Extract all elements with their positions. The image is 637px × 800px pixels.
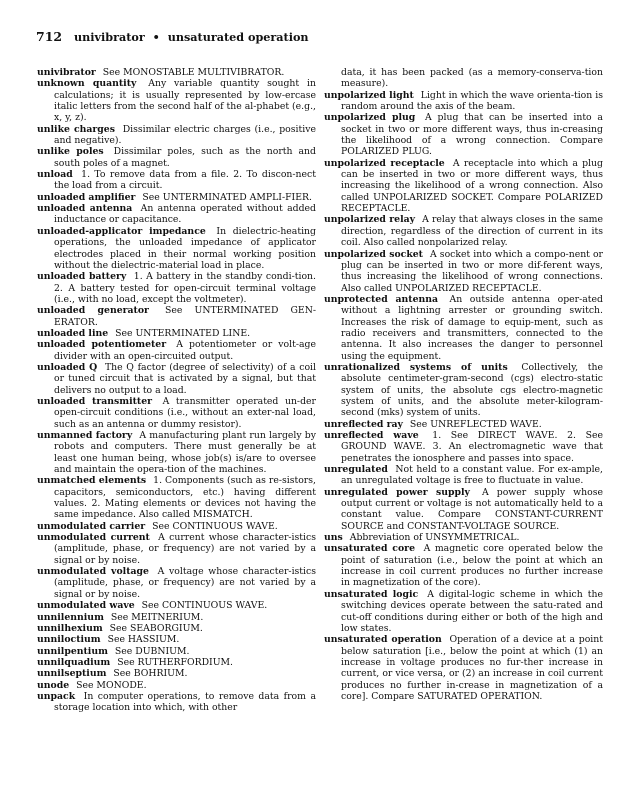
glossary-entry [37,339,316,362]
glossary-entry [37,430,316,475]
glossary-entry [324,634,603,702]
page-header [36,29,596,44]
glossary-entry [37,691,316,714]
entry-term: unloaded line [37,327,109,339]
entry-term: unnilquadium [37,656,111,668]
entry-term: unloaded antenna [37,203,133,215]
glossary-entry [37,634,316,645]
entry-definition: See UNTERMINATED LINE. [115,327,251,339]
glossary-entry [324,294,603,362]
continued-definition: data, it has been packed (as a memory-conserva-tion measure). [341,67,603,90]
entry-term: unnilennium [37,611,104,623]
glossary-entry [37,328,316,339]
entry-term: unloaded potentiometer [37,339,167,351]
entry-definition: See MEITNERIUM. [110,611,204,623]
glossary-entry [324,589,603,634]
entry-term: unsaturated operation [324,634,442,646]
entry-definition: Any variable quantity sought in calculations; it is usually represented by low-ercase italic letters from the second half of the al-phabet (e.g., x, y, z). [54,78,316,124]
glossary-entry [37,600,316,611]
glossary-entry [37,169,316,192]
glossary-entry [324,362,603,419]
entry-term: unnilseptium [37,668,107,680]
glossary-entry [324,430,603,464]
entry-term: unreflected wave [324,430,419,441]
entry-term: unknown quantity [37,78,137,90]
entry-term: unmodulated current [37,532,150,544]
entry-definition: Operation of a device at a point below saturation [i.e., below the point at which (1) an increase in voltage produces no fur-ther increase in current, or vice versa, or (2) an increase in coil current produces no further in-crease in magnetization of a core]. Compare SATURATED OPERATION. [341,634,603,702]
entry-definition: A magnetic core operated below the point of saturation (i.e., below the point at which an increase in coil current produces no further increase in magnetization of the core). [341,543,603,589]
left-column [37,67,316,714]
entry-definition: Dissimilar electric charges (i.e., positive and negative). [54,123,316,147]
entry-term: unmodulated carrier [37,520,146,532]
left-guide-word: univibrator [74,30,145,44]
glossary-entry [324,214,603,248]
entry-definition: Collectively, the absolute centimeter-gram-second (cgs) electro-static system of units, the absolute cgs electro-magnetic system of units, and the absolute meter-kilogram-second (mks) system of units. [341,361,603,419]
entry-definition: 1. To remove data from a file. 2. To discon-nect the load from a circuit. [54,169,316,192]
entry-term: unpolarized receptacle [324,157,445,169]
entry-definition: Light in which the wave orienta-tion is random around the axis of the beam. [341,89,603,113]
entry-definition: Dissimilar poles, such as the north and south poles of a magnet. [54,146,316,169]
glossary-entry [37,67,316,78]
glossary-entry [37,623,316,634]
entry-term: unlike charges [37,123,115,135]
entry-term: unpolarized light [324,89,414,101]
glossary-entry [37,521,316,532]
glossary-entry [324,487,603,532]
glossary-entry [324,543,603,588]
entry-term: unmanned factory [37,430,133,441]
glossary-entry [37,192,316,203]
entry-definition: A current whose character-istics (amplitude, phase, or frequency) are not varied by a signal or by noise. [54,532,316,566]
entry-term: unrationalized systems of units [324,361,508,373]
glossary-entry [324,464,603,487]
right-column [324,67,603,702]
glossary-entry [37,612,316,623]
entry-term: unloaded battery [37,271,127,283]
glossary-entry [37,646,316,657]
entry-definition: See MONOSTABLE MULTIVIBRATOR. [102,67,285,78]
entry-term: uns [324,532,343,544]
entry-term: unmatched elements [37,475,147,487]
entry-definition: A power supply whose output current or voltage is not automatically held to a constant value. Compare CONSTANT-CURRENT SOURCE and CONSTANT-VOLTAGE SOURCE. [341,486,603,532]
entry-definition: See MONODE. [76,679,147,691]
glossary-entry [37,78,316,123]
entry-term: unpolarized plug [324,112,416,124]
glossary-entry [37,271,316,305]
entry-definition: A digital-logic scheme in which the switching devices operate between the satu-rated and cut-off conditions during either or both of the high and low states. [341,588,603,634]
entry-term: unloaded Q [37,361,98,373]
entry-definition: See SEABORGIUM. [109,622,203,634]
entry-definition: See CONTINUOUS WAVE. [152,520,278,532]
entry-definition: In dielectric-heating operations, the unloaded impedance of applicator electrodes placed in their normal working position without the dielectric-material load in place. [54,225,316,271]
entry-definition: See DUBNIUM. [114,645,190,657]
glossary-entry [37,396,316,430]
entry-term: unode [37,679,70,691]
entry-definition: A relay that always closes in the same direction, regardless of the direction of current in its coil. Also called nonpolarized relay. [341,214,603,249]
entry-definition: An antenna operated without added inductance or capacitance. [54,203,316,226]
entry-term: unloaded generator [37,305,149,317]
entry-term: unloaded-applicator impedance [37,225,206,237]
glossary-entry [37,226,316,271]
glossary-entry [37,532,316,566]
entry-definition: 1. A battery in the standby condi-tion. 2. A battery tested for open-circuit terminal voltage (i.e., with no load, except the voltmeter). [54,271,316,305]
glossary-entry [324,249,603,294]
entry-term: unloaded amplifier [37,191,136,203]
entry-term: unregulated [324,464,388,476]
glossary-entry [324,90,603,113]
entry-definition: See UNTERMINATED AMPLI-FIER. [142,191,312,203]
entry-definition: See RUTHERFORDIUM. [117,656,234,668]
entry-definition: In computer operations, to remove data from a storage location into which, with other [54,690,316,714]
entry-definition: A manufacturing plant run largely by robots and computers. There must generally be at least one human being, whose job(s) is/are to oversee and maintain the opera-tion of the machines. [54,430,317,476]
glossary-entry [37,305,316,328]
entry-term: unnilpentium [37,645,108,657]
entry-term: univibrator [37,67,96,78]
entry-definition: Abbreviation of UNSYMMETRICAL. [349,532,520,544]
entry-term: unreflected ray [324,418,403,430]
entry-term: unpolarized relay [324,214,416,226]
entry-term: unniloctium [37,634,101,646]
entry-definition: A receptacle into which a plug can be inserted in two or more different ways, thus increasing the likelihood of a wrong connection. Also called UNPOLARIZED SOCKET. Compare POLARIZED RECEPTACLE. [341,157,603,215]
glossary-entry [324,158,603,215]
entry-term: unpolarized socket [324,248,423,260]
entry-term: unpack [37,690,76,702]
entry-definition: A potentiometer or volt-age divider with an open-circuited output. [54,339,316,362]
entry-definition: 1. Components (such as re-sistors, capacitors, semiconductors, etc.) having different values. 2. Mating elements or devices not having the same impedance. Also called MISMATCH. [54,475,316,521]
guide-separator: • [152,30,160,44]
entry-definition: See BOHRIUM. [113,668,188,680]
right-guide-word: unsaturated operation [167,30,309,44]
entry-definition: See HASSIUM. [107,634,180,646]
entry-term: unloaded transmitter [37,395,153,407]
entry-definition: A transmitter operated un-der open-circuit conditions (i.e., without an exter-nal load, such as an antenna or dummy resistor). [54,395,316,430]
entry-definition: See CONTINUOUS WAVE. [141,600,268,612]
glossary-entry [37,566,316,600]
entry-term: unmodulated wave [37,600,135,612]
entry-definition: A voltage whose character-istics (amplitude, phase, or frequency) are not varied by a signal or by noise. [54,566,316,600]
entry-term: unmodulated voltage [37,566,149,578]
glossary-entry [324,532,603,543]
page-number: 712 [36,29,63,44]
entry-term: unlike poles [37,146,104,158]
glossary-entry [37,124,316,147]
entry-definition: See UNTERMINATED GEN-ERATOR. [54,305,316,328]
entry-definition: An outside antenna oper-ated without a lightning arrester or grounding switch. Increases the risk of damage to equip-ment, such as radio receivers and transmitters, connected to the antenna. It also increases the danger to personnel using the equipment. [341,293,603,362]
glossary-entry [37,668,316,679]
glossary-entry [37,146,316,169]
entry-term: unsaturated core [324,543,415,555]
glossary-entry [37,475,316,520]
entry-definition: The Q factor (degree of selectivity) of a coil or tuned circuit that is activated by a signal, but that delivers no output to a load. [54,361,316,396]
entry-term: unprotected antenna [324,293,439,305]
glossary-entry [324,419,603,430]
entry-term: unsaturated logic [324,588,419,600]
entry-definition: A plug that can be inserted into a socket in two or more different ways, thus in-creasing the likelihood of a wrong connection. Compare POLARIZED PLUG. [341,112,603,158]
glossary-entry [324,112,603,157]
entry-definition: See UNREFLECTED WAVE. [409,418,542,430]
glossary-entry [37,362,316,396]
glossary-entry [37,680,316,691]
glossary-entry [37,657,316,668]
glossary-entry [37,203,316,226]
entry-term: unload [37,169,73,181]
entry-term: unnilhexium [37,622,103,634]
entry-definition: A socket into which a compo-nent or plug can be inserted in two or more dif-ferent ways, thus increasing the likelihood of wrong connections. Also called UNPOLARIZED RECEPTACLE. [341,248,604,294]
entry-definition: Not held to a constant value. For ex-ample, an unregulated voltage is free to fluctuate in value. [341,464,603,487]
entry-term: unregulated power supply [324,486,470,498]
entry-definition: 1. See DIRECT WAVE. 2. See GROUND WAVE. 3. An electromagnetic wave that penetrates the ionosphere and passes into space. [341,430,603,464]
